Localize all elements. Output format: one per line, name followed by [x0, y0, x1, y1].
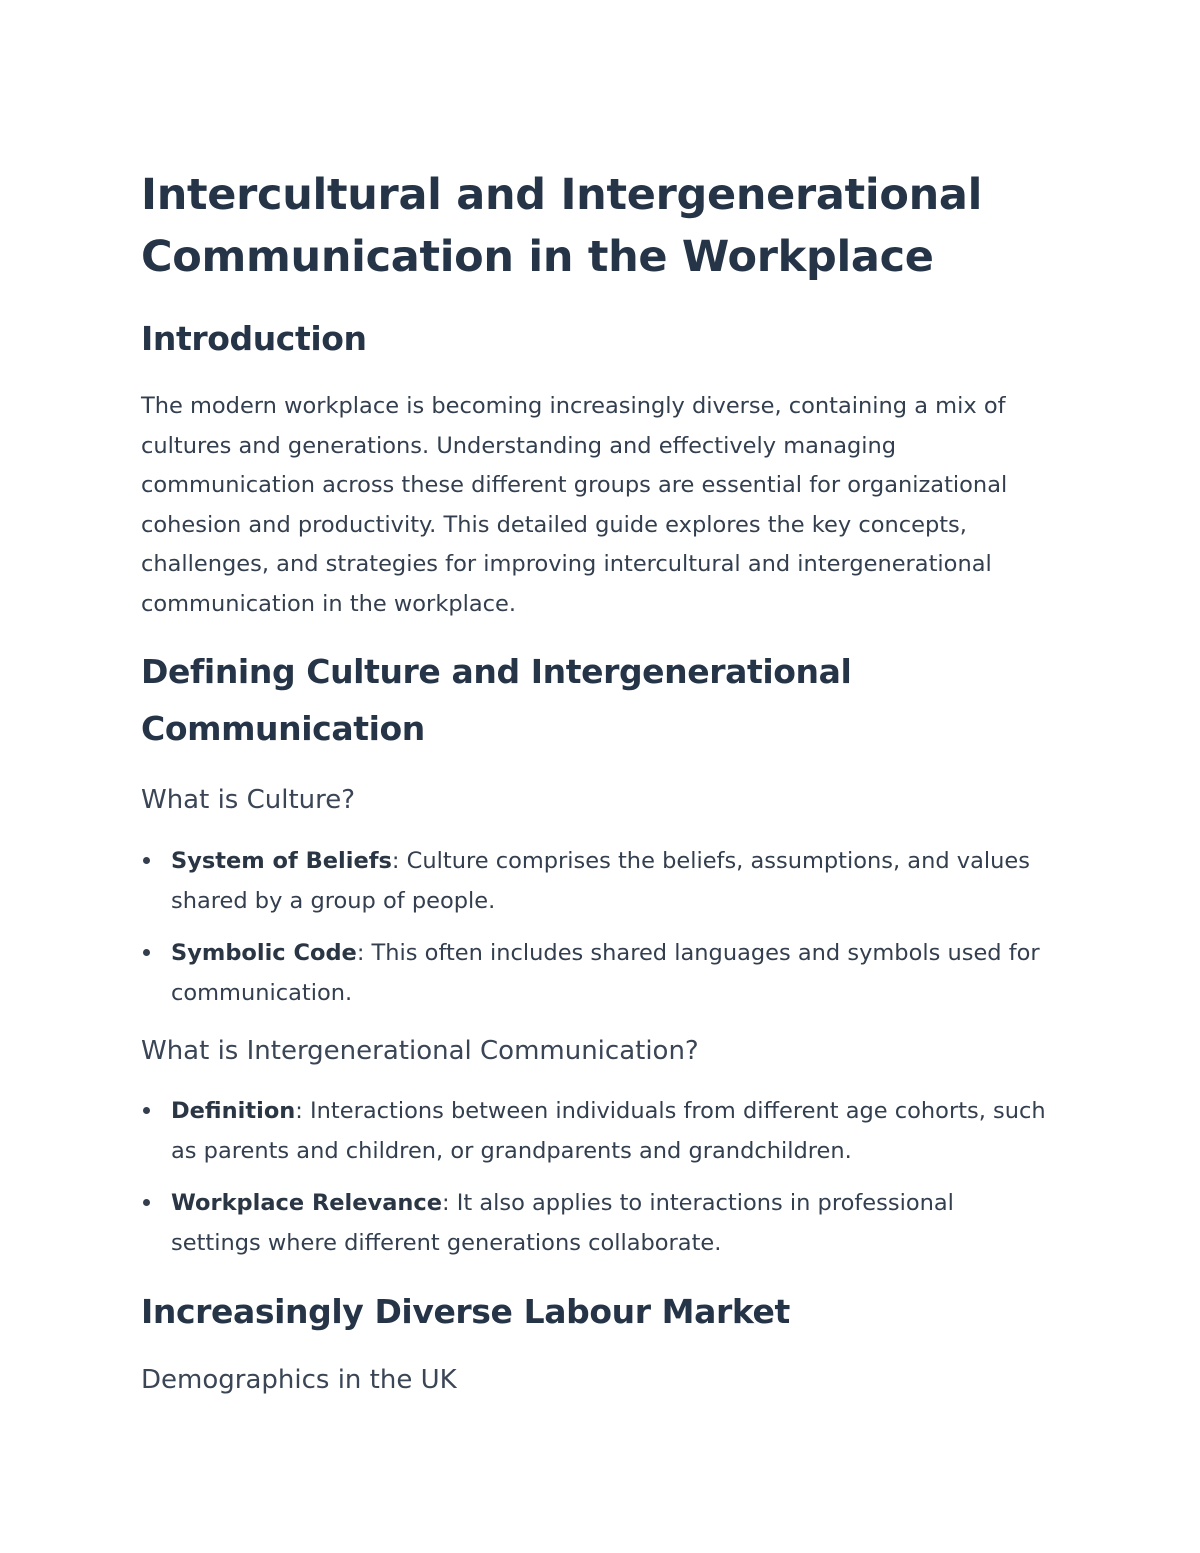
- culture-list: [141, 841, 1046, 1025]
- intergenerational-list: [141, 1091, 1046, 1275]
- list-item-text: : Culture comprises the beliefs, assumptions, and values shared by a group of people.: [171, 848, 1030, 914]
- subheading-demographics-uk: Demographics in the UK: [141, 1365, 457, 1395]
- list-item-term: Workplace Relevance: [171, 1190, 442, 1216]
- section-heading-introduction: Introduction: [141, 319, 367, 358]
- list-item: [141, 933, 1046, 1013]
- bullet-icon: [143, 949, 150, 956]
- section-heading-defining: Defining Culture and Intergenerational Communication: [141, 652, 852, 748]
- list-item-term: System of Beliefs: [171, 848, 392, 874]
- bullet-icon: [143, 1107, 150, 1114]
- introduction-paragraph: The modern workplace is becoming increasingly diverse, containing a mix of cultures and generations. Understanding and effectively managing communication across these different groups are essential for organizational cohesion and productivity. This detailed guide explores the key concepts, challenges, and strategies for improving intercultural and intergenerational communication in the workplace.: [141, 393, 1008, 617]
- subheading-what-is-intergenerational: What is Intergenerational Communication?: [141, 1036, 699, 1066]
- list-item-term: Symbolic Code: [171, 940, 357, 966]
- list-item-text: : Interactions between individuals from different age cohorts, such as parents and children, or grandparents and grandchildren.: [171, 1098, 1046, 1164]
- list-item: [141, 841, 1046, 921]
- list-item: [141, 1183, 1046, 1263]
- list-item-text: : This often includes shared languages and symbols used for communication.: [171, 940, 1040, 1006]
- subheading-what-is-culture: What is Culture?: [141, 785, 356, 815]
- list-item: [141, 1091, 1046, 1171]
- list-item-text: : It also applies to interactions in professional settings where different generations collaborate.: [171, 1190, 954, 1256]
- section-heading-diverse-labour-market: Increasingly Diverse Labour Market: [141, 1292, 790, 1331]
- document-title: Intercultural and Intergenerational Communication in the Workplace: [141, 170, 983, 282]
- bullet-icon: [143, 1199, 150, 1206]
- bullet-icon: [143, 857, 150, 864]
- list-item-term: Definition: [171, 1098, 296, 1124]
